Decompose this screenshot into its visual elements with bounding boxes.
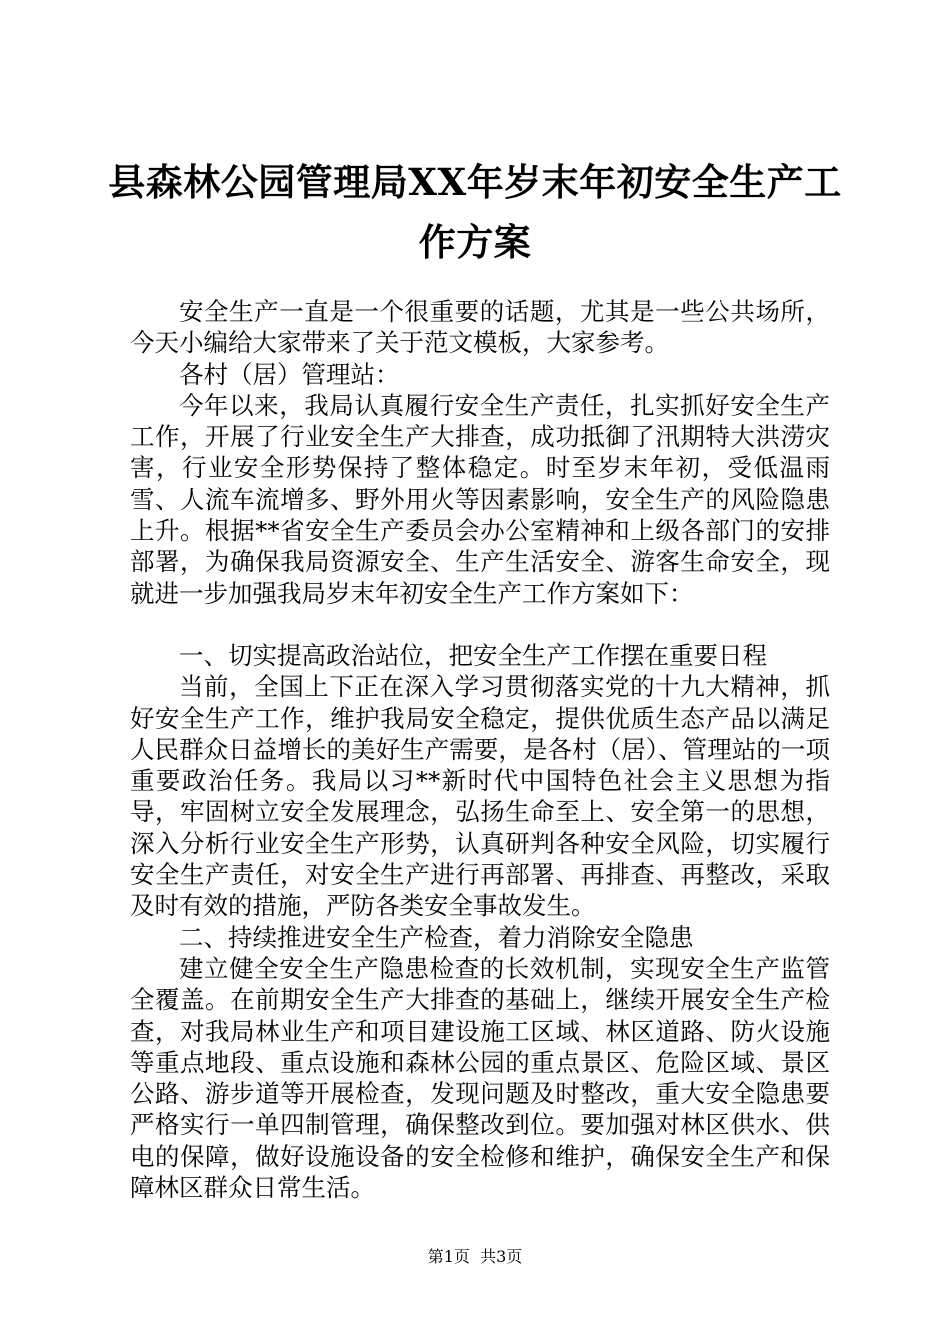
document-title-line-1: 县森林公园管理局XX年岁末年初安全生产工 xyxy=(108,160,842,204)
body-paragraph: 今年以来，我局认真履行安全生产责任，扎实抓好安全生产工作，开展了行业安全生产大排查，成功抵御了汛期特大洪涝灾害，行业安全形势保持了整体稳定。时至岁末年初，受低温雨雪、人流车流增多、野外用火等因素影响，安全生产的风险隐患上升。根据**省安全生产委员会办公室精神和上级各部门的安排部署，为确保我局资源安全、生产生活安全、游客生命安全，现就进一步加强我局岁末年初安全生产工作方案如下： xyxy=(130,390,830,608)
page-footer: 第1页 共3页 xyxy=(427,1247,523,1266)
body-paragraph: 当前，全国上下正在深入学习贯彻落实党的十九大精神，抓好安全生产工作，维护我局安全稳定，提供优质生态产品以满足人民群众日益增长的美好生产需要，是各村（居）、管理站的一项重要政治任务。我局以习**新时代中国特色社会主义思想为指导，牢固树立安全发展理念，弘扬生命至上、安全第一的思想，深入分析行业安全生产形势，认真研判各种安全风险，切实履行安全生产责任，对安全生产进行再部署、再排查、再整改，采取及时有效的措施，严防各类安全事故发生。 xyxy=(130,672,830,921)
section-heading-2: 二、持续推进安全生产检查，着力消除安全隐患 xyxy=(179,922,694,952)
salutation: 各村（居）管理站： xyxy=(179,359,400,389)
document-title-line-2: 作方案 xyxy=(418,220,532,264)
document-body xyxy=(130,296,830,1203)
body-paragraph: 建立健全安全生产隐患检查的长效机制，实现安全生产监管全覆盖。在前期安全生产大排查的基础上，继续开展安全生产检查，对我局林业生产和项目建设施工区域、林区道路、防火设施等重点地段、重点设施和森林公园的重点景区、危险区域、景区公路、游步道等开展检查，发现问题及时整改，重大安全隐患要严格实行一单四制管理，确保整改到位。要加强对林区供水、供电的保障，做好设施设备的安全检修和维护，确保安全生产和保障林区群众日常生活。 xyxy=(130,953,830,1203)
intro-paragraph: 安全生产一直是一个很重要的话题，尤其是一些公共场所，今天小编给大家带来了关于范文模板，大家参考。 xyxy=(130,297,830,358)
section-heading-1: 一、切实提高政治站位，把安全生产工作摆在重要日程 xyxy=(179,640,767,670)
